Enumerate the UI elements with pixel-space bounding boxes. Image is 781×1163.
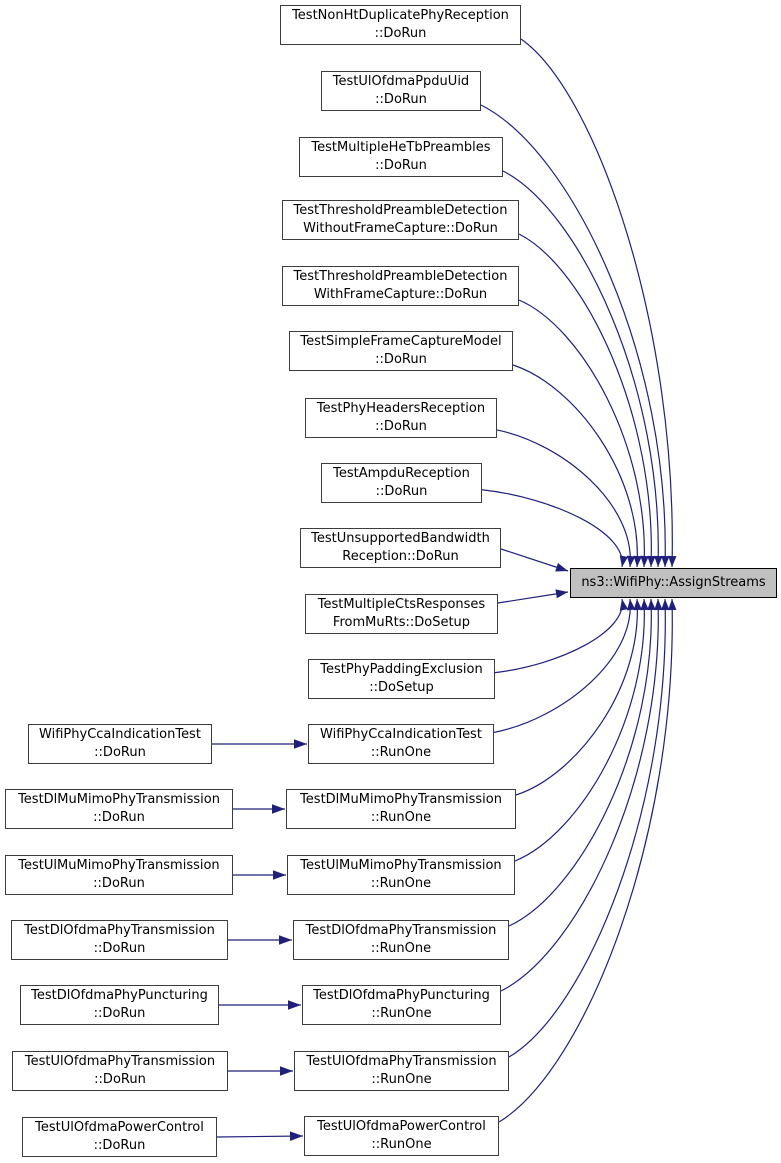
arrowhead-icon	[654, 599, 662, 610]
node-label-line: WithFrameCapture::DoRun	[313, 287, 488, 302]
node-label-line: TestUlOfdmaPpduUid	[332, 74, 470, 89]
arrowhead-icon	[294, 739, 307, 749]
node-label-line: TestPhyPaddingExclusion	[320, 662, 483, 677]
arrowhead-icon	[279, 935, 292, 945]
arrowhead-icon	[640, 599, 648, 610]
node-label-line: ::RunOne	[370, 876, 432, 891]
node-label-line: WifiPhyCcaIndicationTest	[39, 727, 201, 742]
node-label-line: ::DoRun	[375, 419, 427, 434]
arrowhead-icon	[634, 556, 642, 567]
node-label-line: TestDlMuMimoPhyTransmission	[18, 792, 220, 807]
arrowhead-icon	[647, 599, 655, 610]
node-label-line: TestThresholdPreambleDetection	[293, 203, 508, 218]
call-edge	[515, 599, 644, 861]
node-label-line: TestDlOfdmaPhyTransmission	[305, 923, 497, 938]
node-label-line: TestDlMuMimoPhyTransmission	[300, 792, 502, 807]
node-label-line: ::DoRun	[375, 158, 427, 173]
node-label-line: TestPhyHeadersReception	[316, 401, 486, 416]
node-label-line: ::DoRun	[94, 1072, 146, 1087]
arrowhead-icon	[620, 599, 628, 611]
arrowhead-icon	[620, 555, 628, 567]
node-label-line: ::DoRun	[94, 745, 146, 760]
node-label-line: TestUnsupportedBandwidth	[311, 531, 490, 546]
arrowhead-icon	[627, 556, 635, 567]
node-label-line: TestUlOfdmaPowerControl	[317, 1119, 486, 1134]
call-edge	[519, 300, 644, 567]
node-label-line: TestAmpduReception	[333, 466, 470, 481]
call-edge	[521, 39, 672, 567]
graph-node-testulofdmappduuid-dorun[interactable]	[321, 71, 481, 111]
arrowhead-icon	[555, 563, 568, 572]
node-label-line: TestUlOfdmaPowerControl	[35, 1120, 204, 1135]
node-label-line: ::DoRun	[93, 876, 145, 891]
node-label-line: TestUlMuMimoPhyTransmission	[300, 858, 502, 873]
node-label-line: ::RunOne	[371, 1137, 432, 1152]
graph-node-testsimpleframecapturemodel-dorun[interactable]	[289, 331, 513, 371]
target-node-ns3-wifiphy-assignstreams[interactable]	[570, 568, 777, 598]
node-label-line: ::DoRun	[375, 92, 427, 107]
call-edge	[509, 599, 665, 1057]
node-label-line: TestSimpleFrameCaptureModel	[300, 334, 502, 349]
graph-node-testulmumimophytransmission-dorun[interactable]	[5, 855, 233, 895]
node-label-line: WifiPhyCcaIndicationTest	[320, 727, 482, 742]
node-label-line: TestDlOfdmaPhyPuncturing	[31, 988, 208, 1003]
arrowhead-icon	[627, 599, 635, 610]
node-label-line: ::DoRun	[93, 941, 146, 956]
call-edge	[519, 234, 651, 567]
graph-node-wifiphyccaindicationtest-runone[interactable]	[308, 724, 494, 764]
node-label-line: TestMultipleHeTbPreambles	[311, 140, 491, 155]
arrowhead-icon	[668, 556, 676, 567]
graph-node-testphypaddingexclusion-dosetup[interactable]	[308, 659, 495, 699]
node-label-line: ::RunOne	[370, 941, 432, 956]
graph-node-testampdureception-dorun[interactable]	[321, 463, 482, 503]
node-label-line: TestDlOfdmaPhyPuncturing	[313, 988, 490, 1003]
call-edge	[503, 171, 658, 567]
arrowhead-icon	[288, 1000, 301, 1010]
node-label-line: TestUlMuMimoPhyTransmission	[18, 858, 220, 873]
node-label-line: ::DoRun	[93, 1006, 146, 1021]
node-label-line: TestThresholdPreambleDetection	[293, 269, 508, 284]
graph-node-testulofdmapowercontrol-dorun[interactable]	[22, 1117, 217, 1157]
node-label-line: ::DoRun	[375, 352, 427, 367]
graph-node-testdlofdmaphypuncturing-runone[interactable]	[302, 985, 501, 1025]
graph-node-wifiphyccaindicationtest-dorun[interactable]	[28, 724, 212, 764]
graph-node-testdlofdmaphytransmission-runone[interactable]	[293, 920, 509, 960]
graph-node-testulofdmaphytransmission-dorun[interactable]	[12, 1051, 228, 1091]
node-label-line: ::DoRun	[375, 484, 428, 499]
call-edge	[516, 599, 637, 795]
node-label-line: ::RunOne	[371, 1072, 432, 1087]
call-edge	[494, 599, 630, 732]
node-label-line: ns3::WifiPhy::AssignStreams	[581, 575, 766, 590]
node-label-line: TestUlOfdmaPhyTransmission	[306, 1054, 497, 1069]
graph-node-testnonhtduplicatephyreception-dorun[interactable]	[280, 5, 521, 45]
arrowhead-icon	[668, 599, 676, 610]
arrowhead-icon	[273, 870, 286, 880]
graph-node-testphyheadersreception-dorun[interactable]	[305, 398, 497, 438]
node-label-line: WithoutFrameCapture::DoRun	[303, 221, 498, 236]
node-label-line: FromMuRts::DoSetup	[332, 615, 471, 630]
arrowhead-icon	[290, 1131, 303, 1141]
arrowhead-icon	[640, 556, 648, 567]
graph-node-testmultiplectsresponses-frommurts-dosetup[interactable]	[305, 594, 498, 634]
graph-node-testthresholdpreambledetection-withframecapture-dorun[interactable]	[282, 266, 519, 306]
graph-node-testunsupportedbandwidth-reception-dorun[interactable]	[300, 528, 501, 568]
arrowhead-icon	[647, 556, 655, 567]
call-edge	[513, 365, 637, 567]
graph-node-testdlofdmaphytransmission-dorun[interactable]	[11, 920, 228, 960]
call-edge	[501, 599, 658, 991]
graph-node-testulmumimophytransmission-runone[interactable]	[287, 855, 515, 895]
node-label-line: ::DoRun	[93, 1138, 146, 1153]
node-label-line: ::DoSetup	[369, 680, 434, 695]
arrowhead-icon	[280, 1066, 293, 1076]
node-label-line: Reception::DoRun	[342, 549, 459, 564]
arrowhead-icon	[634, 599, 642, 610]
node-label-line: TestUlOfdmaPhyTransmission	[24, 1054, 216, 1069]
node-label-line: TestDlOfdmaPhyTransmission	[24, 923, 215, 938]
graph-node-testdlmumimophytransmission-dorun[interactable]	[5, 789, 233, 829]
node-label-line: TestMultipleCtsResponses	[317, 597, 486, 612]
arrowhead-icon	[272, 804, 285, 814]
node-label-line: ::RunOne	[370, 745, 432, 760]
node-label-line: ::DoRun	[93, 810, 145, 825]
graph-node-testthresholdpreambledetection-withoutframecapture-dorun[interactable]	[282, 200, 519, 240]
graph-node-testmultiplehetbpreambles-dorun[interactable]	[299, 137, 503, 177]
arrowhead-icon	[555, 589, 568, 598]
call-edge	[497, 430, 630, 567]
arrowhead-icon	[661, 556, 669, 567]
graph-node-testdlmumimophytransmission-runone[interactable]	[286, 789, 516, 829]
call-edge	[482, 490, 622, 567]
arrowhead-icon	[654, 556, 662, 567]
call-edge	[495, 599, 622, 673]
graph-node-testulofdmaphytransmission-runone[interactable]	[294, 1051, 509, 1091]
node-label-line: ::DoRun	[374, 26, 427, 41]
node-label-line: ::RunOne	[371, 1006, 432, 1021]
arrowhead-icon	[661, 599, 669, 610]
node-label-line: TestNonHtDuplicatePhyReception	[292, 8, 509, 23]
graph-node-testulofdmapowercontrol-runone[interactable]	[304, 1116, 499, 1156]
node-label-line: ::RunOne	[370, 810, 432, 825]
graph-node-testdlofdmaphypuncturing-dorun[interactable]	[20, 985, 219, 1025]
